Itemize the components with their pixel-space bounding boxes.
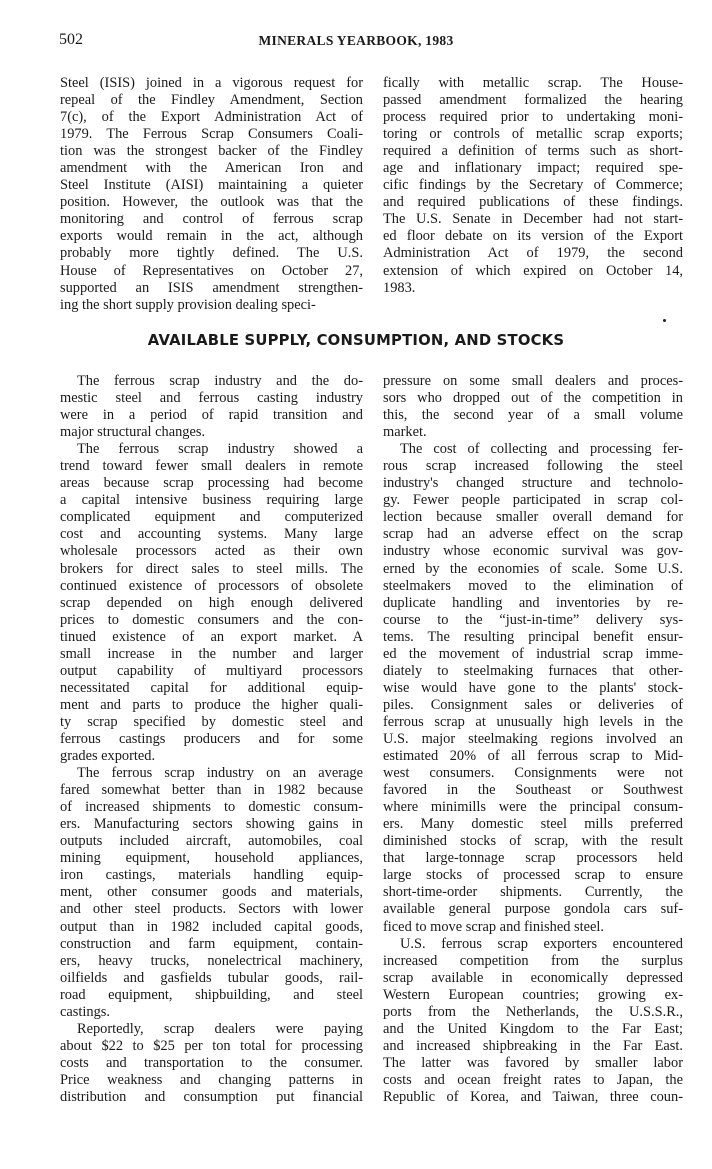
top-right-column [383,75,683,297]
text-line: ficed to move scrap and finished steel. [383,918,604,935]
text-line: exports would remain in the act, although [60,228,363,245]
text-line: mining equipment, household appliances, [60,850,363,867]
text-line: continued existence of processors of obsolete [60,577,363,594]
text-line: were in a period of rapid transition and [60,407,363,424]
text-line: ers, heavy trucks, nonelectrical machinery, [60,952,363,969]
text-line: large stocks of processed scrap to ensure [383,867,683,884]
bottom-left-column [60,373,363,1106]
text-line: industry's changed structure and technolo- [383,475,683,492]
text-line: lection because smaller overall demand for [383,509,683,526]
text-line: Republic of Korea, and Taiwan, three coun- [383,1088,683,1105]
text-line: 7(c), of the Export Administration Act of [60,109,363,126]
text-line: Administration Act of 1979, the second [383,245,683,262]
text-line: 1979. The Ferrous Scrap Consumers Coali- [60,126,363,143]
text-line: grades exported. [60,748,156,765]
text-line: that large-tonnage scrap processors held [383,850,683,867]
text-line: brokers for direct sales to steel mills. The [60,560,363,577]
text-line: fared somewhat better than in 1982 because [60,782,363,799]
text-line: steelmakers moved to the elimination of [383,577,683,594]
text-line: and other steel products. Sectors with lower [60,901,363,918]
text-line: 1983. [383,279,416,296]
text-line: sors who dropped out of the competition in [383,390,683,407]
text-line: output capability of multiyard processors [60,662,363,679]
text-line: construction and farm equipment, contain- [60,935,363,952]
text-line: amendment with the American Iron and [60,160,363,177]
text-line: toring or controls of metallic scrap exports; [383,126,683,143]
text-line: diminished stocks of scrap, with the result [383,833,683,850]
text-line: prices to domestic consumers and the con- [60,611,363,628]
text-line: Steel (ISIS) joined in a vigorous request for [60,75,363,91]
text-line: ment and parts to produce the higher quali- [60,696,363,713]
text-line: iron castings, materials handling equip- [60,867,363,884]
text-line: ferrous castings producers and for some [60,730,363,747]
text-line: erned by the economies of scale. Some U.S. [383,560,683,577]
text-line: this, the second year of a small volume [383,407,683,424]
text-line: age and inflationary impact; required spe- [383,160,683,177]
text-line: U.S. major steelmaking regions involved an [383,730,683,747]
text-line: a capital intensive business requiring large [60,492,363,509]
text-line: about $22 to $25 per ton total for processing [60,1037,363,1054]
text-line: scrap had an adverse effect on the scrap [383,526,683,543]
text-line: ed the movement of industrial scrap imme- [383,645,683,662]
text-line: ers. Many domestic steel mills preferred [383,816,683,833]
text-line: costs and transportation to the consumer. [60,1054,363,1071]
text-line: pressure on some small dealers and proces- [383,373,683,389]
text-line: road equipment, shipbuilding, and steel [60,986,363,1003]
text-line: tion was the strongest backer of the Findley [60,143,363,160]
text-line: fically with metallic scrap. The House- [383,75,683,91]
text-line: major structural changes. [60,424,206,441]
text-line: estimated 20% of all ferrous scrap to Mid- [383,748,683,765]
text-line: The ferrous scrap industry on an average [77,765,363,782]
text-line: ing the short supply provision dealing speci- [60,296,316,313]
text-line: outputs included aircraft, automobiles, coal [60,833,363,850]
text-line: ports from the Netherlands, the U.S.S.R., [383,1003,683,1020]
text-line: west consumers. Consignments were not [383,765,683,782]
text-line: process required prior to undertaking moni- [383,109,683,126]
section-heading: AVAILABLE SUPPLY, CONSUMPTION, AND STOCKS [147,332,565,349]
text-line: short-time-order shipments. Currently, the [383,884,683,901]
text-line: repeal of the Findley Amendment, Section [60,92,363,109]
text-line: gy. Fewer people participated in scrap col- [383,492,683,509]
text-line: distribution and consumption put financial [60,1088,363,1105]
text-line: Price weakness and changing patterns in [60,1071,363,1088]
text-line: ers. Manufacturing sectors showing gains in [60,816,363,833]
text-line: of increased shipments to domestic consum- [60,799,363,816]
text-line: extension of which expired on October 14, [383,262,683,279]
text-line: supported an ISIS amendment strengthen- [60,279,363,296]
text-line: tinued existence of an export market. A [60,628,363,645]
text-line: rous scrap increased following the steel [383,458,683,475]
page-number: 502 [59,31,83,48]
text-line: and increased shipbreaking in the Far East. [383,1037,683,1054]
text-line: industry whose economic survival was gov- [383,543,683,560]
text-line: available general purpose gondola cars suf- [383,901,683,918]
text-line: House of Representatives on October 27, [60,262,363,279]
text-line: Reportedly, scrap dealers were paying [77,1020,363,1037]
text-line: The ferrous scrap industry showed a [77,441,363,458]
text-line: tems. The resulting principal benefit ensur- [383,628,683,645]
text-line: favored in the Southeast or Southwest [383,782,683,799]
text-line: areas because scrap processing had become [60,475,363,492]
text-line: diately to steelmaking furnaces that other- [383,662,683,679]
text-line: The latter was favored by smaller labor [383,1054,683,1071]
text-line: and the United Kingdom to the Far East; [383,1020,683,1037]
text-line: cost and accounting systems. Many large [60,526,363,543]
text-line: scrap available in economically depressed [383,969,683,986]
text-line: position. However, the outlook was that the [60,194,363,211]
text-line: U.S. ferrous scrap exporters encountered [400,935,683,952]
text-line: market. [383,424,427,441]
bottom-right-column [383,373,683,1106]
text-line: The ferrous scrap industry and the do- [77,373,363,389]
text-line: monitoring and control of ferrous scrap [60,211,363,228]
text-line: and required publications of these findings. [383,194,683,211]
text-line: wise would have gone to the plants' stock- [383,679,683,696]
text-line: ferrous scrap at unusually high levels in the [383,713,683,730]
text-line: trend toward fewer small dealers in remote [60,458,363,475]
text-line: where minimills were the principal consum- [383,799,683,816]
text-line: increased competition from the surplus [383,952,683,969]
text-line: piles. Consignment sales or deliveries of [383,696,683,713]
running-title: MINERALS YEARBOOK, 1983 [258,33,454,48]
text-line: ty scrap specified by domestic steel and [60,713,363,730]
text-line: The cost of collecting and processing fer- [400,441,683,458]
text-line: passed amendment formalized the hearing [383,92,683,109]
text-line: required a definition of terms such as short- [383,143,683,160]
text-line: cific findings by the Secretary of Commerce; [383,177,683,194]
text-line: castings. [60,1003,110,1020]
text-line: complicated equipment and computerized [60,509,363,526]
text-line: costs and ocean freight rates to Japan, the [383,1071,683,1088]
text-line: ment, other consumer goods and materials, [60,884,363,901]
text-line: course to the “just-in-time” delivery sys- [383,611,683,628]
text-line: mestic steel and ferrous casting industry [60,390,363,407]
text-line: The U.S. Senate in December had not start- [383,211,683,228]
text-line: necessitated capital for additional equip- [60,679,363,696]
text-line: ed floor debate on its version of the Export [383,228,683,245]
text-line: small increase in the number and larger [60,645,363,662]
print-speck [663,319,666,322]
text-line: scrap depended on high enough delivered [60,594,363,611]
text-line: duplicate handling and inventories by re- [383,594,683,611]
text-line: output than in 1982 included capital goods, [60,918,363,935]
text-line: probably more tightly defined. The U.S. [60,245,363,262]
top-left-column [60,75,363,314]
text-line: oilfields and gasfields tubular goods, rail- [60,969,363,986]
text-line: Steel Institute (AISI) maintaining a quieter [60,177,363,194]
text-line: wholesale processors acted as their own [60,543,363,560]
text-line: Western European countries; growing ex- [383,986,683,1003]
